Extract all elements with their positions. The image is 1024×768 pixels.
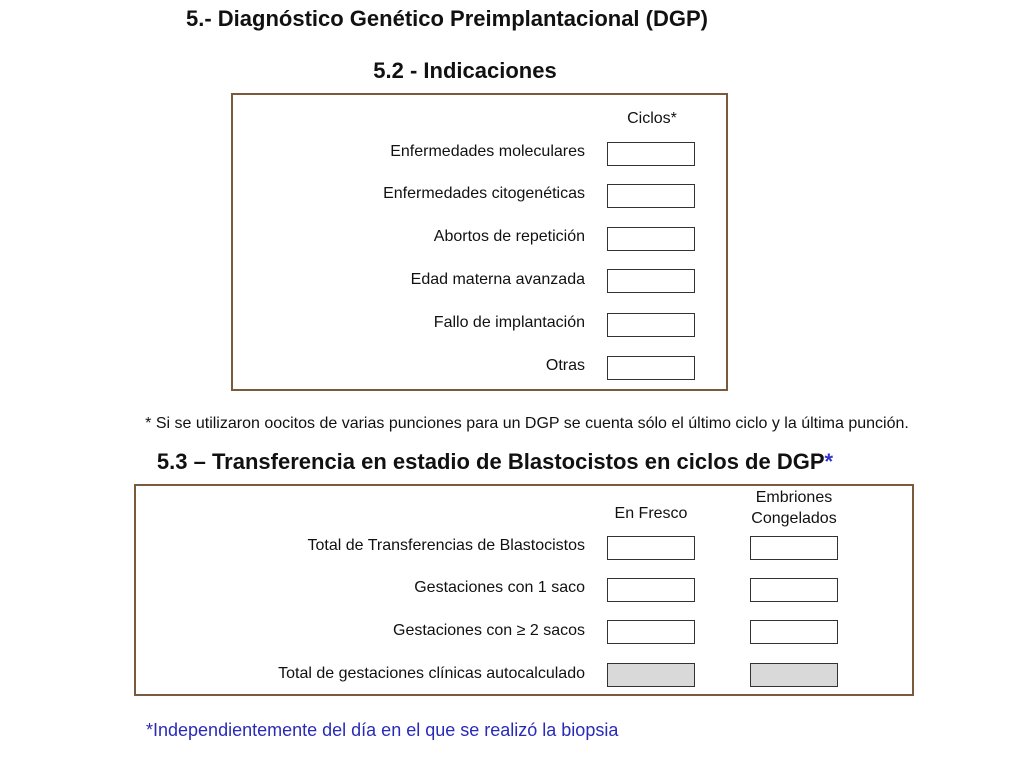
row-label-gestaciones-1-saco: Gestaciones con 1 saco xyxy=(414,579,585,596)
fresco-input-gestaciones-2-sacos[interactable] xyxy=(607,620,695,644)
section-title-transferencia xyxy=(0,449,990,475)
row-label-total-transferencias: Total de Transferencias de Blastocistos xyxy=(307,537,585,554)
ciclos-input-enfermedades-moleculares[interactable] xyxy=(607,142,695,166)
row-label-enfermedades-moleculares: Enfermedades moleculares xyxy=(390,143,585,160)
fresco-field-total-gestaciones-autocalculado xyxy=(607,663,695,687)
ciclos-input-abortos-repeticion[interactable] xyxy=(607,227,695,251)
row-label-enfermedades-citogeneticas: Enfermedades citogenéticas xyxy=(383,185,585,202)
column-header-ciclos: Ciclos* xyxy=(627,110,677,127)
ciclos-input-otras[interactable] xyxy=(607,356,695,380)
fresco-input-gestaciones-1-saco[interactable] xyxy=(607,578,695,602)
indicaciones-footnote: * Si se utilizaron oocitos de varias punciones para un DGP se cuenta sólo el último ciclo y la última punción. xyxy=(145,415,909,432)
row-label-abortos-repeticion: Abortos de repetición xyxy=(433,228,585,245)
congelados-input-gestaciones-2-sacos[interactable] xyxy=(750,620,838,644)
section-title-transferencia-text: 5.3 – Transferencia en estadio de Blastocistos en ciclos de DGP xyxy=(156,449,825,474)
row-label-fallo-implantacion: Fallo de implantación xyxy=(433,314,585,331)
fresco-input-total-transferencias[interactable] xyxy=(607,536,695,560)
congelados-input-gestaciones-1-saco[interactable] xyxy=(750,578,838,602)
ciclos-input-edad-materna-avanzada[interactable] xyxy=(607,269,695,293)
column-header-en-fresco: En Fresco xyxy=(614,505,688,522)
section-title-indicaciones: 5.2 - Indicaciones xyxy=(373,58,557,83)
row-label-edad-materna-avanzada: Edad materna avanzada xyxy=(410,271,585,288)
congelados-input-total-transferencias[interactable] xyxy=(750,536,838,560)
column-header-embriones: Embriones xyxy=(755,489,833,506)
row-label-gestaciones-2-sacos: Gestaciones con ≥ 2 sacos xyxy=(393,622,585,639)
column-header-congelados: Congelados xyxy=(751,510,837,527)
congelados-field-total-gestaciones-autocalculado xyxy=(750,663,838,687)
row-label-total-gestaciones-autocalculado: Total de gestaciones clínicas autocalculado xyxy=(278,665,585,682)
row-label-otras: Otras xyxy=(545,357,585,374)
ciclos-input-fallo-implantacion[interactable] xyxy=(607,313,695,337)
section-title-asterisk: * xyxy=(824,449,834,474)
page-title: 5.- Diagnóstico Genético Preimplantacional (DGP) xyxy=(186,6,708,31)
ciclos-input-enfermedades-citogeneticas[interactable] xyxy=(607,184,695,208)
biopsia-note: *Independientemente del día en el que se realizó la biopsia xyxy=(146,720,619,740)
